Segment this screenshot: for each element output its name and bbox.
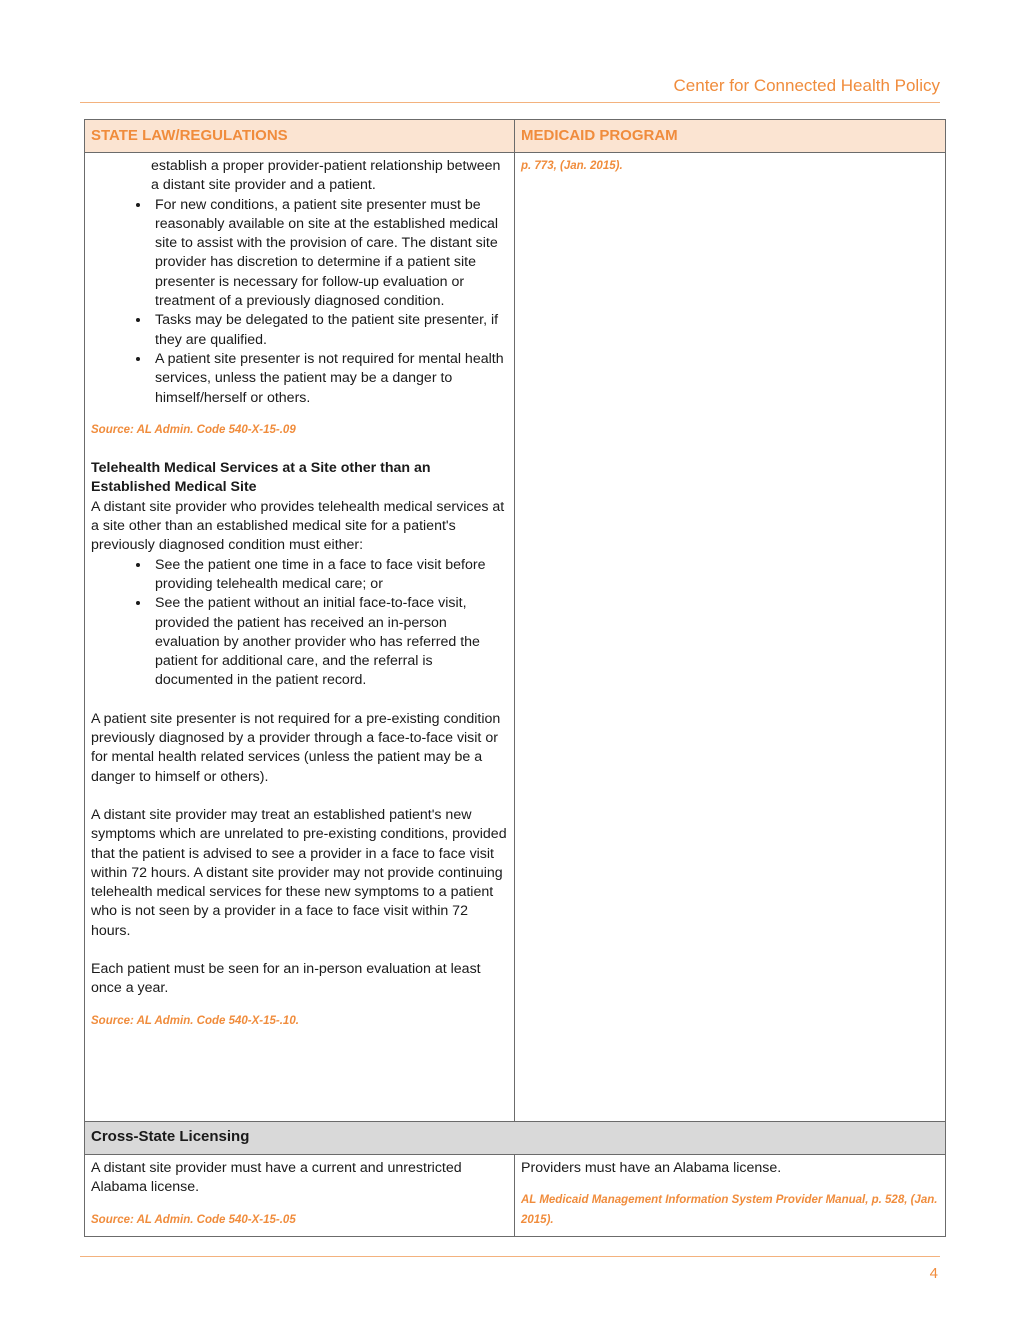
- continuation-text: establish a proper provider-patient relationship between a distant site provider and a patient.: [151, 158, 501, 194]
- source-citation: p. 773, (Jan. 2015).: [521, 160, 623, 172]
- header-org-name: Center for Connected Health Policy: [673, 76, 940, 95]
- section-heading: Telehealth Medical Services at a Site other than an Established Medical Site: [91, 460, 431, 496]
- column-header-state-law: STATE LAW/REGULATIONS: [85, 120, 515, 153]
- paragraph: Each patient must be seen for an in-person evaluation at least once a year.: [91, 960, 481, 997]
- source-citation: AL Medicaid Management Information System Provider Manual, p. 528, (Jan. 2015).: [521, 1194, 938, 1226]
- paragraph: A distant site provider who provides telehealth medical services at a site other than an established medical site for a patient's previously diagnosed condition must either:: [91, 498, 505, 554]
- list-item: • See the patient one time in a face to face visit before providing telehealth medical care; or: [151, 556, 508, 595]
- list-item: • A patient site presenter is not required for mental health services, unless the patient may be a danger to himself/herself or others.: [151, 350, 508, 408]
- medicaid-cell: [515, 153, 946, 1122]
- table-row: [85, 153, 946, 1122]
- medicaid-cell: [515, 1155, 946, 1237]
- page-number: 4: [929, 1265, 938, 1282]
- column-header-medicaid: MEDICAID PROGRAM: [515, 120, 946, 153]
- header-divider: [80, 102, 940, 103]
- state-law-cell: [85, 1155, 515, 1237]
- source-citation: Source: AL Admin. Code 540-X-15-.10.: [91, 1014, 299, 1027]
- paragraph: A distant site provider must have a current and unrestricted Alabama license.: [91, 1160, 462, 1196]
- table-header-row: [85, 120, 946, 153]
- state-law-cell: [85, 153, 515, 1122]
- list-item: • For new conditions, a patient site presenter must be reasonably available on site at the established medical site to assist with the provision of care. The distant site provider has discretion to determine if a patient site presenter is necessary for follow-up evaluation or treatment of a previously diagnosed condition.: [151, 196, 508, 312]
- paragraph: A distant site provider may treat an established patient's new symptoms which are unrelated to pre-existing conditions, provided that the patient is advised to see a provider in a face to face visit within 72 hours. A distant site provider may not provide continuing telehealth medical services for these new symptoms to a patient who is not seen by a provider in a face to face visit within 72 hours.: [91, 806, 507, 939]
- section-band-row: [85, 1122, 946, 1155]
- table-row: [85, 1155, 946, 1237]
- source-citation: Source: AL Admin. Code 540-X-15-.09: [91, 423, 296, 436]
- list-item: • See the patient without an initial face-to-face visit, provided the patient has received an in-person evaluation by another provider who has referred the patient for additional care, and the referral is documented in the patient record.: [151, 594, 508, 690]
- section-band-cross-state-licensing: Cross-State Licensing: [85, 1122, 946, 1155]
- list-item: • Tasks may be delegated to the patient site presenter, if they are qualified.: [151, 311, 508, 350]
- paragraph: Providers must have an Alabama license.: [521, 1160, 782, 1176]
- footer-divider: [80, 1256, 940, 1257]
- policy-table: [84, 119, 946, 1237]
- paragraph: A patient site presenter is not required for a pre-existing condition previously diagnosed by a provider through a face-to-face visit or for mental health related services (unless the patient may be a danger to himself or others).: [91, 710, 501, 785]
- presenter-bullet-list: [91, 196, 508, 408]
- visit-bullet-list: [91, 556, 508, 691]
- source-citation: Source: AL Admin. Code 540-X-15-.05: [91, 1213, 296, 1226]
